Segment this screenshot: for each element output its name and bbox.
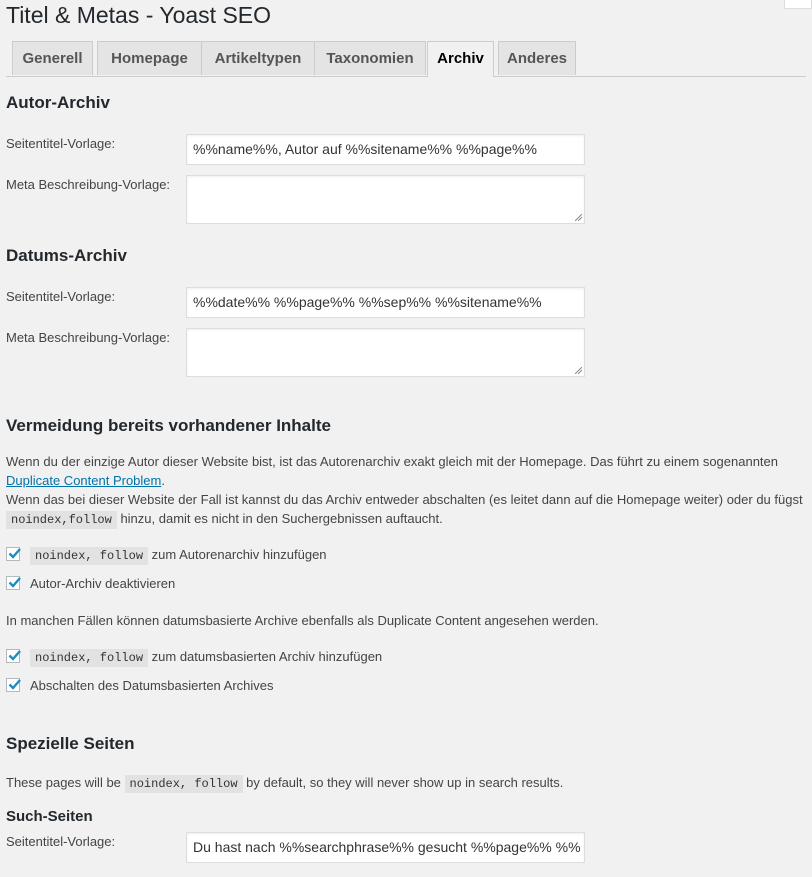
author-meta-label: Meta Beschreibung-Vorlage: [6, 177, 171, 192]
tab-archiv[interactable]: Archiv [427, 41, 494, 77]
date-disable-label: Abschalten des Datumsbasierten Archives [30, 678, 274, 693]
noindex-code: noindex, follow [30, 547, 148, 565]
duplicate-paragraph-1 [6, 452, 806, 530]
date-archive-heading: Datums-Archiv [6, 246, 127, 265]
author-noindex-option[interactable] [6, 546, 327, 565]
special-text-end: by default, so they will never show up in search results. [242, 775, 564, 790]
date-meta-label: Meta Beschreibung-Vorlage: [6, 330, 171, 345]
tab-bar [6, 41, 806, 77]
search-title-input[interactable]: Du hast nach %%searchphrase%% gesucht %%page%% %% [186, 832, 585, 863]
author-disable-label: Autor-Archiv deaktivieren [30, 576, 176, 591]
date-title-input[interactable]: %%date%% %%page%% %%sep%% %%sitename%% [186, 287, 585, 318]
search-pages-heading: Such-Seiten [6, 808, 93, 825]
checkmark-icon [7, 575, 23, 591]
noindex-code: noindex, follow [30, 649, 148, 667]
author-meta-textarea[interactable] [186, 175, 585, 224]
resize-handle-icon[interactable] [575, 367, 582, 374]
tab-taxonomien[interactable]: Taxonomien [314, 41, 426, 75]
date-noindex-option[interactable] [6, 648, 382, 667]
date-title-label: Seitentitel-Vorlage: [6, 289, 116, 304]
date-noindex-label: zum datumsbasierten Archiv hinzufügen [148, 649, 383, 664]
date-disable-checkbox[interactable] [6, 678, 20, 692]
screen-options-corner [784, 0, 812, 9]
duplicate-p1-text: Wenn du der einzige Autor dieser Website bist, ist das Autorenarchiv exakt gleich mit der Homepage. Das führt zu einem sogenannten [6, 454, 779, 469]
tab-generell[interactable]: Generell [12, 41, 93, 75]
checkmark-icon [7, 648, 23, 664]
author-noindex-checkbox[interactable] [6, 547, 20, 561]
date-disable-option[interactable] [6, 677, 274, 695]
duplicate-content-link[interactable]: Duplicate Content Problem [6, 473, 162, 488]
special-pages-paragraph [6, 773, 806, 794]
duplicate-p2-end: hinzu, damit es nicht in den Suchergebnissen auftaucht. [116, 511, 443, 526]
tab-artikeltypen[interactable]: Artikeltypen [201, 41, 315, 75]
author-title-label: Seitentitel-Vorlage: [6, 136, 116, 151]
author-disable-option[interactable] [6, 575, 175, 593]
date-duplicate-paragraph: In manchen Fällen können datumsbasierte Archive ebenfalls als Duplicate Content angesehen werden. [6, 613, 599, 628]
checkmark-icon [7, 546, 23, 562]
duplicate-p1-end: . [161, 473, 165, 488]
duplicate-content-heading: Vermeidung bereits vorhandener Inhalte [6, 416, 331, 435]
noindex-code: noindex, follow [125, 775, 243, 793]
search-title-label: Seitentitel-Vorlage: [6, 834, 116, 849]
tab-homepage[interactable]: Homepage [97, 41, 202, 75]
author-disable-checkbox[interactable] [6, 576, 20, 590]
date-noindex-checkbox[interactable] [6, 649, 20, 663]
resize-handle-icon[interactable] [575, 214, 582, 221]
page-title: Titel & Metas - Yoast SEO [6, 2, 272, 28]
special-text: These pages will be [6, 775, 125, 790]
duplicate-p2-text: Wenn das bei dieser Website der Fall ist kannst du das Archiv entweder abschalten (es leitet dann auf die Homepage weiter) oder du fügst [6, 492, 803, 507]
checkmark-icon [7, 677, 23, 693]
tab-anderes[interactable]: Anderes [498, 41, 576, 75]
author-noindex-label: zum Autorenarchiv hinzufügen [148, 547, 327, 562]
author-archive-heading: Autor-Archiv [6, 93, 110, 112]
noindex-code: noindex,follow [6, 511, 117, 529]
date-meta-textarea[interactable] [186, 328, 585, 377]
special-pages-heading: Spezielle Seiten [6, 734, 135, 753]
author-title-input[interactable]: %%name%%, Autor auf %%sitename%% %%page%% [186, 134, 585, 165]
